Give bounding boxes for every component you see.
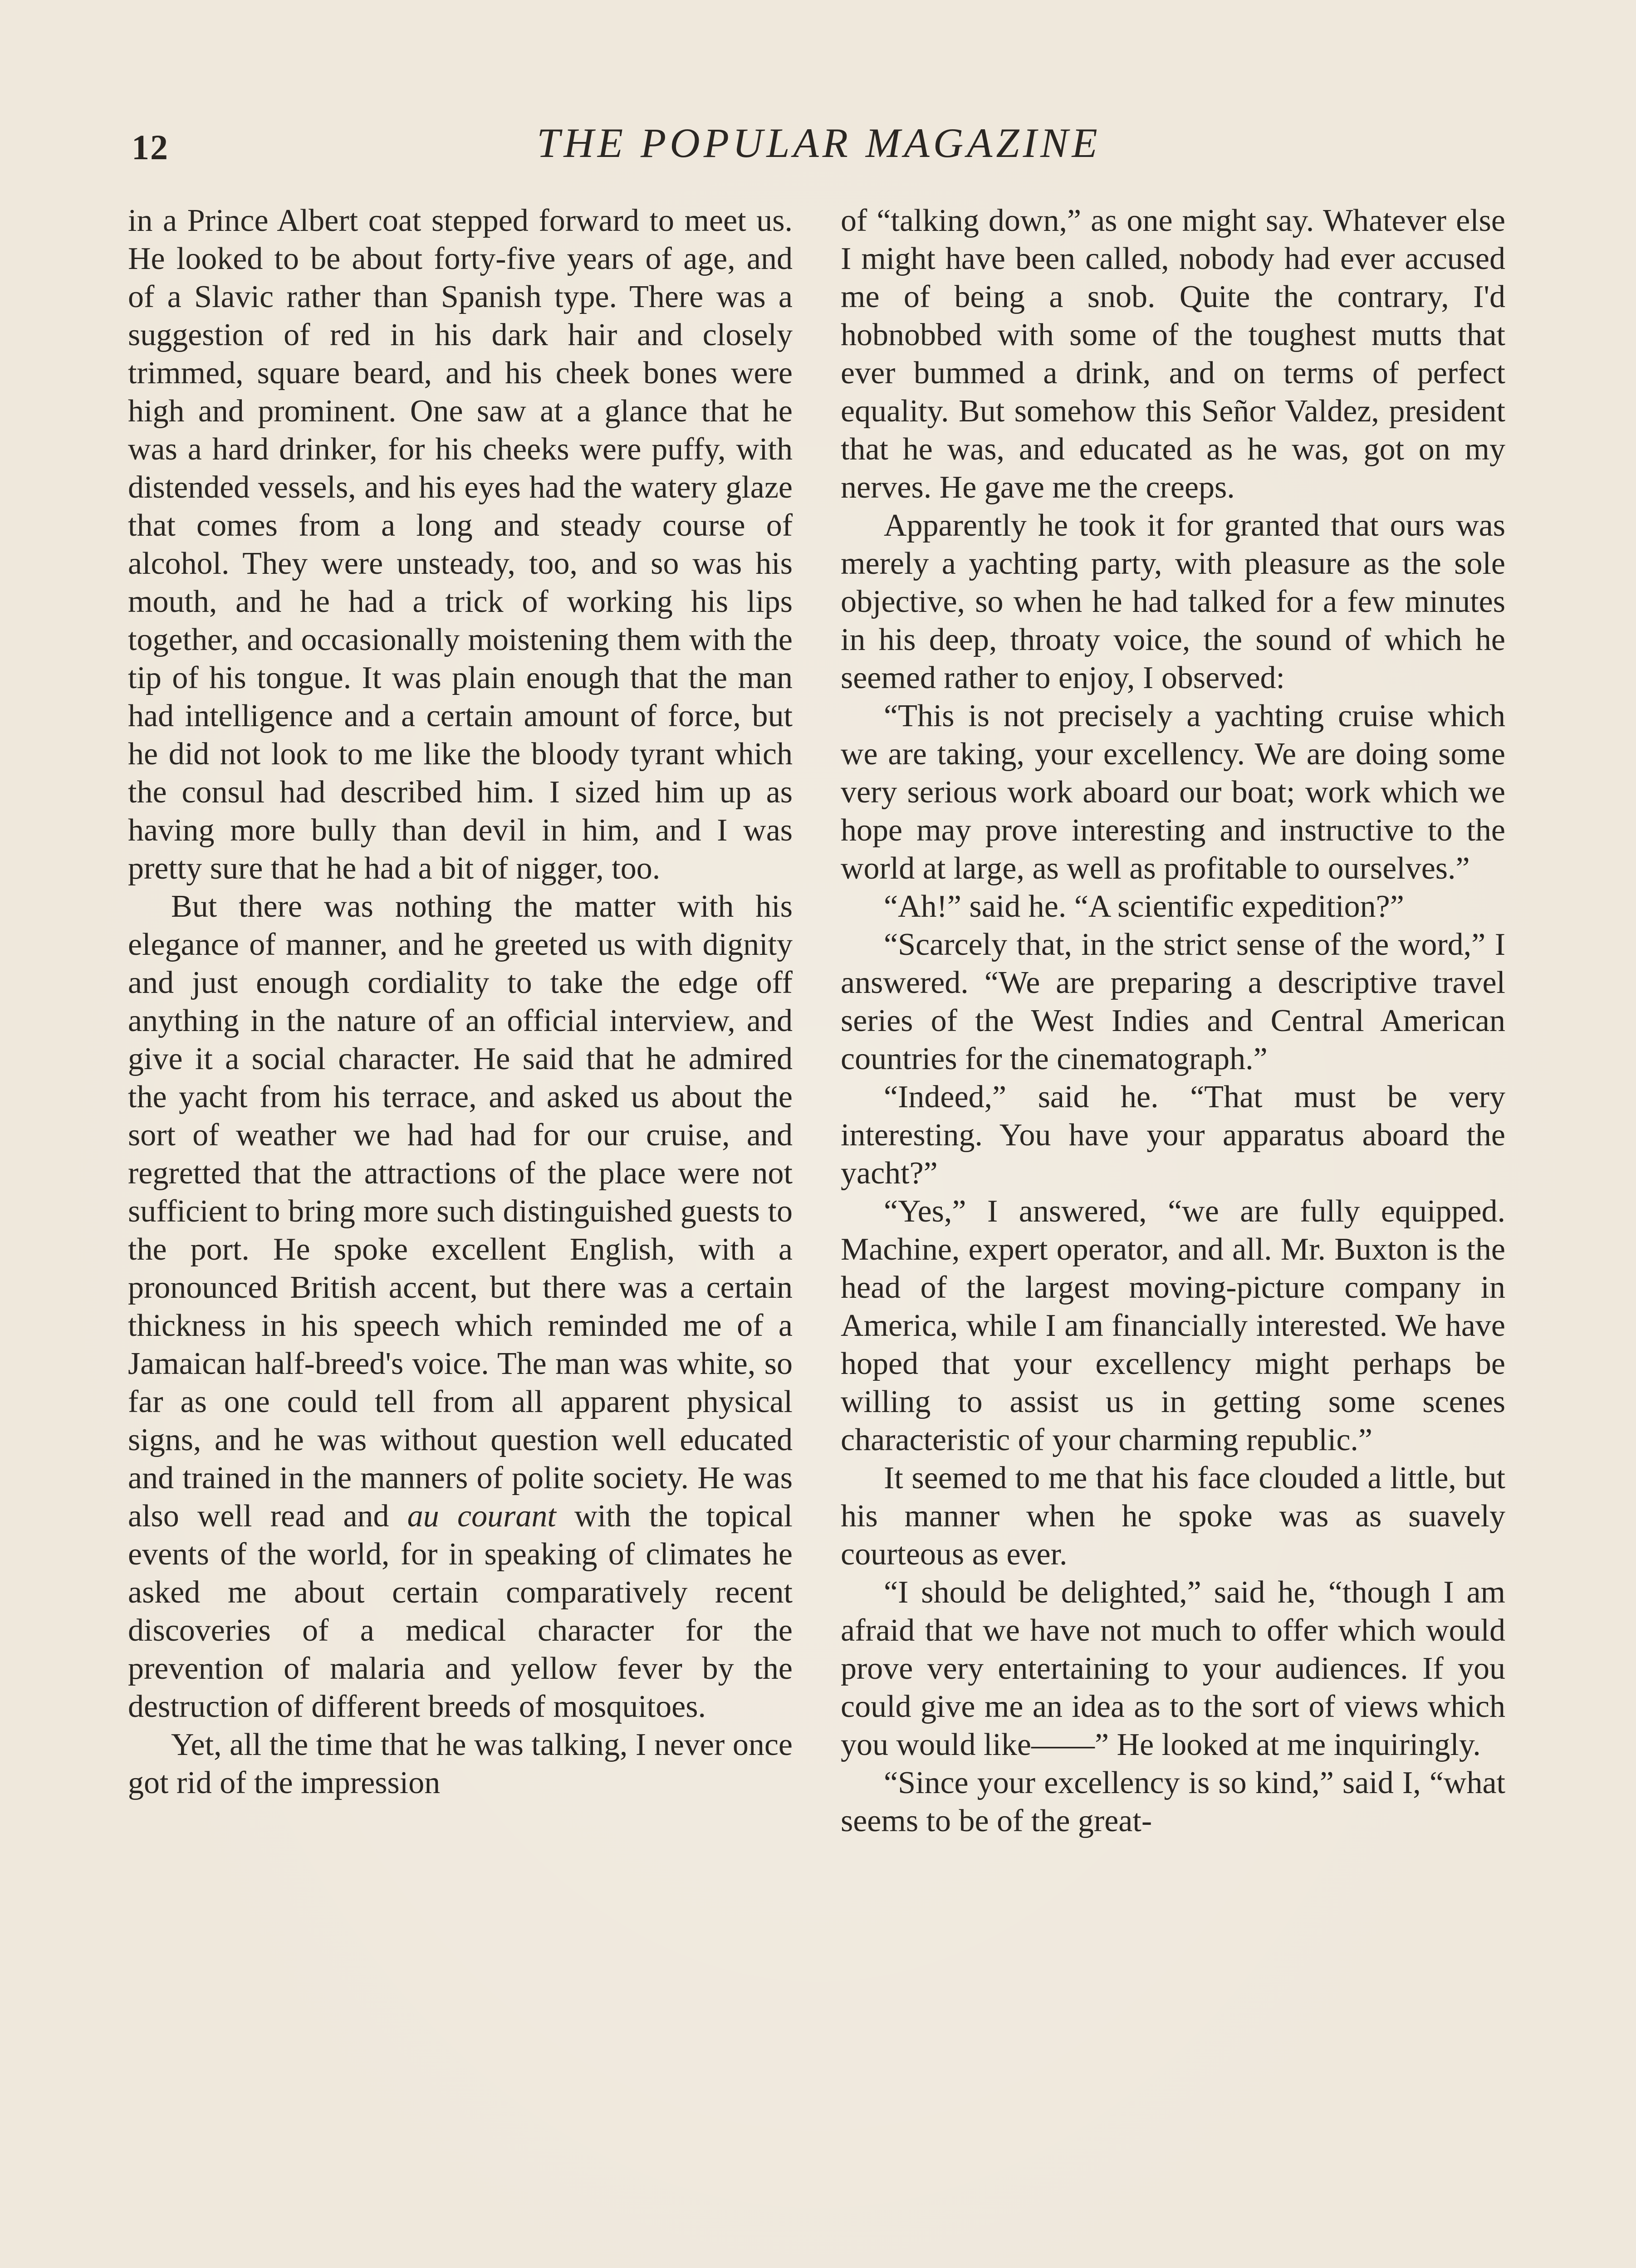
paragraph: “Ah!” said he. “A scientific expedition?” (884, 889, 1404, 924)
paragraph-text: with the topical events of the world, for in speaking of climates he asked me about certain comparatively recent discoveries of a medical character for the prevention of malaria and yellow fever by the destruction of different breeds of mosquitoes. (128, 1499, 793, 1724)
paragraph-text: But there was nothing the matter with his elegance of manner, and he greeted us with dignity and just enough cordiality to take the edge off anything in the nature of an official interview, and give it a social character. He said that he admired the yacht from his terrace, and asked us about the sort of weather we had had for our cruise, and regretted that the attractions of the place were not sufficient to bring more such distinguished guests to the port. He spoke excellent English, with a pronounced British accent, but there was a certain thickness in his speech which reminded me of a Jamaican half-breed's voice. The man was white, so far as one could tell from all apparent physical signs, and he was without question well educated and trained in the manners of polite society. He was also well read and (128, 889, 793, 1534)
paragraph: “I should be delighted,” said he, “though I am afraid that we have not much to offer which would prove very entertaining to your audiences. If you could give me an idea as to the sort of views which you would like——” He looked at me inquiringly. (841, 1575, 1505, 1762)
paragraph: Yet, all the time that he was talking, I never once got rid of the impression (128, 1727, 793, 1800)
running-title: THE POPULAR MAGAZINE (537, 120, 1101, 166)
italic-phrase: au courant (407, 1499, 556, 1534)
page-number: 12 (132, 127, 169, 167)
right-column (841, 202, 1505, 1840)
paragraph: of “talking down,” as one might say. Whatever else I might have been called, nobody had ever accused me of being a snob. Quite the contrary, I'd hobnobbed with some of the toughest mutts that ever bummed a drink, and on terms of perfect equality. But somehow this Señor Valdez, president that he was, and educated as he was, got on my nerves. He gave me the creeps. (841, 203, 1505, 505)
paragraph: “Yes,” I answered, “we are fully equipped. Machine, expert operator, and all. Mr. Buxton is the head of the largest moving-picture company in America, while I am financially interested. We have hoped that your excellency might perhaps be willing to assist us in getting some scenes characteristic of your charming republic.” (841, 1194, 1505, 1457)
paragraph: “This is not precisely a yachting cruise which we are taking, your excellency. We are doing some very serious work aboard our boat; work which we hope may prove interesting and instructive to the world at large, as well as profitable to ourselves.” (841, 699, 1505, 886)
paragraph: Apparently he took it for granted that ours was merely a yachting party, with pleasure as the sole objective, so when he had talked for a few minutes in his deep, throaty voice, the sound of which he seemed rather to enjoy, I observed: (841, 508, 1505, 695)
paragraph: “Scarcely that, in the strict sense of the word,” I answered. “We are preparing a descriptive travel series of the West Indies and Central American countries for the cinematograph.” (841, 927, 1505, 1076)
paragraph: “Indeed,” said he. “That must be very interesting. You have your apparatus aboard the yacht?” (841, 1080, 1505, 1191)
paragraph (128, 888, 793, 1726)
paragraph: It seemed to me that his face clouded a little, but his manner when he spoke was as suavely courteous as ever. (841, 1461, 1505, 1572)
left-column (128, 202, 793, 1802)
paragraph: “Since your excellency is so kind,” said I, “what seems to be of the great- (841, 1765, 1505, 1838)
paragraph: in a Prince Albert coat stepped forward to meet us. He looked to be about forty-five years of age, and of a Slavic rather than Spanish type. There was a suggestion of red in his dark hair and closely trimmed, square beard, and his cheek bones were high and prominent. One saw at a glance that he was a hard drinker, for his cheeks were puffy, with distended vessels, and his eyes had the watery glaze that comes from a long and steady course of alcohol. They were unsteady, too, and so was his mouth, and he had a trick of working his lips together, and occasionally moistening them with the tip of his tongue. It was plain enough that the man had intelligence and a certain amount of force, but he did not look to me like the bloody tyrant which the consul had described him. I sized him up as having more bully than devil in him, and I was pretty sure that he had a bit of nigger, too. (128, 203, 793, 886)
page-header (132, 119, 1506, 173)
